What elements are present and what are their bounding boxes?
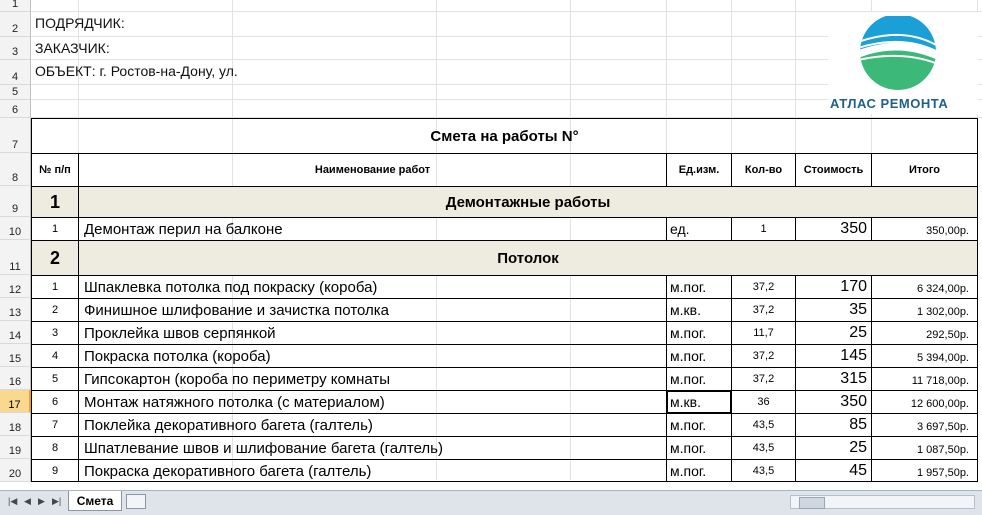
table-border [731,413,732,436]
quantity: 43,5 [752,419,775,431]
prev-sheet-icon[interactable]: ◀ [24,496,31,506]
column-header-price: Стоимость [803,164,864,176]
row-header[interactable]: 8 [0,153,31,186]
row-header[interactable]: 13 [0,298,31,321]
first-sheet-icon[interactable]: |◀ [8,496,18,506]
item-number: 5 [51,373,59,385]
table-border [871,153,872,186]
scrollbar-thumb[interactable] [799,497,825,509]
customer-label: ЗАКАЗЧИК: [35,40,110,56]
unit-price: 25 [849,324,867,341]
item-number: 1 [51,281,59,293]
table-border [666,413,667,436]
table-border [795,344,796,367]
unit-price: 350 [840,393,867,410]
unit-price: 85 [849,416,867,433]
company-logo [828,12,978,114]
line-total: 5 394,00р. [917,351,969,364]
unit: м.кв. [670,394,701,410]
table-border [795,367,796,390]
active-cell[interactable] [666,390,732,414]
unit: м.пог. [670,417,707,433]
table-border [31,390,978,391]
row-header[interactable]: 16 [0,367,31,390]
table-border [78,186,79,217]
unit: м.пог. [670,463,707,479]
table-border [666,298,667,321]
row-header[interactable]: 11 [0,240,31,275]
table-border [31,118,32,482]
table-border [666,436,667,459]
work-name: Покраска декоративного багета (галтель) [84,462,372,480]
table-border [731,459,732,482]
row-header[interactable]: 9 [0,186,31,217]
work-name: Гипсокартон (короба по периметру комнаты [84,370,391,388]
line-total: 350,00р. [926,224,969,237]
quantity: 37,2 [752,350,775,362]
column-header-total: Итого [908,164,941,176]
table-border [731,275,732,298]
line-total: 12 600,00р. [910,397,969,410]
horizontal-scrollbar[interactable] [790,495,975,509]
column-header-unit: Ед.изм. [678,164,720,176]
row-header[interactable]: 6 [0,100,31,118]
table-border [795,321,796,344]
table-border [871,367,872,390]
section-title: Потолок [497,249,559,267]
sheet-tab-bar [0,490,982,515]
table-border [795,413,796,436]
table-border [78,298,79,321]
table-border [31,217,978,218]
quantity: 36 [757,396,770,408]
table-border [31,153,978,154]
table-border [871,275,872,298]
section-number: 1 [49,191,60,212]
column-header-name: Наименование работ [314,164,431,176]
row-header[interactable]: 2 [0,12,31,37]
table-border [731,298,732,321]
table-border [731,153,732,186]
row-header[interactable]: 4 [0,60,31,85]
table-border [731,217,732,240]
unit: ед. [670,221,690,237]
table-border [666,217,667,240]
row-header[interactable]: 17 [0,390,31,413]
table-border [78,217,79,240]
unit-price: 145 [840,347,867,364]
quantity: 37,2 [752,373,775,385]
table-border [31,413,978,414]
table-border [666,321,667,344]
table-border [871,413,872,436]
row-header[interactable]: 20 [0,459,31,482]
insert-sheet-icon[interactable] [126,494,146,509]
table-border [78,390,79,413]
next-sheet-icon[interactable]: ▶ [38,496,45,506]
unit-price: 170 [840,278,867,295]
table-border [31,344,978,345]
table-border [31,186,978,187]
row-header[interactable]: 1 [0,0,31,12]
row-header[interactable]: 15 [0,344,31,367]
table-border [78,413,79,436]
table-border [977,118,978,482]
unit-price: 315 [840,370,867,387]
quantity: 43,5 [752,465,775,477]
table-border [795,298,796,321]
line-total: 11 718,00р. [911,374,969,387]
table-border [731,367,732,390]
table-border [78,367,79,390]
unit-price: 25 [849,439,867,456]
row-header[interactable]: 19 [0,436,31,459]
work-name: Поклейка декоративного багета (галтель) [84,416,373,434]
column-header-qty: Кол-во [744,164,783,176]
table-border [666,459,667,482]
logo-emblem-icon [828,12,978,92]
unit: м.пог. [670,279,707,295]
last-sheet-icon[interactable]: ▶| [52,496,62,506]
unit: м.пог. [670,348,707,364]
table-border [78,344,79,367]
work-name: Финишное шлифование и зачистка потолка [84,301,390,319]
column-header-num: № п/п [39,164,71,176]
table-border [31,240,978,241]
work-name: Демонтаж перил на балконе [84,220,283,238]
line-total: 1 302,00р. [917,305,969,318]
line-total: 6 324,00р. [917,282,969,295]
unit: м.пог. [670,325,707,341]
table-border [666,275,667,298]
table-border [731,436,732,459]
row-header[interactable]: 7 [0,118,31,153]
item-number: 7 [51,419,59,431]
table-border [871,436,872,459]
item-number: 4 [51,350,59,362]
unit-price: 35 [849,301,867,318]
work-name: Проклейка швов серпянкой [84,324,276,342]
table-border [871,344,872,367]
table-border [666,344,667,367]
table-border [31,459,978,460]
section-number: 2 [49,247,60,268]
table-border [795,217,796,240]
unit-price: 45 [849,462,867,479]
work-name: Шпатлевание швов и шлифование багета (галтель) [84,439,443,457]
table-border [31,298,978,299]
line-total: 1 957,50р. [917,466,969,479]
unit: м.кв. [670,302,701,318]
table-border [31,275,978,276]
row-header[interactable]: 12 [0,275,31,298]
table-border [871,390,872,413]
table-border [871,321,872,344]
table-border [871,217,872,240]
line-total: 3 697,50р. [917,420,969,433]
line-total: 292,50р. [926,328,969,341]
item-number: 9 [51,465,59,477]
table-border [78,436,79,459]
line-total: 1 087,50р. [917,443,969,456]
object-label: ОБЪЕКТ: г. Ростов-на-Дону, ул. [35,63,238,79]
row-header[interactable]: 10 [0,217,31,240]
table-border [731,344,732,367]
quantity: 11,7 [753,327,774,339]
table-border [31,321,978,322]
tab-smeta[interactable]: Смета [68,491,122,511]
item-number: 8 [51,442,59,454]
table-border [31,481,978,482]
row-header[interactable]: 14 [0,321,31,344]
table-border [795,436,796,459]
logo-text: АТЛАС РЕМОНТА [830,96,949,111]
unit-price: 350 [840,220,867,237]
section-title: Демонтажные работы [445,193,611,211]
table-border [78,321,79,344]
item-number: 1 [51,223,59,235]
work-name: Монтаж натяжного потолка (с материалом) [84,393,385,411]
item-number: 6 [51,396,59,408]
table-border [78,240,79,275]
table-border [666,367,667,390]
table-title: Смета на работы N° [430,127,579,145]
row-header[interactable]: 18 [0,413,31,436]
item-number: 2 [51,304,59,316]
row-header[interactable]: 5 [0,85,31,100]
contractor-label: ПОДРЯДЧИК: [35,15,125,31]
table-border [871,459,872,482]
quantity: 37,2 [752,304,775,316]
unit: м.пог. [670,371,707,387]
table-border [871,298,872,321]
quantity: 1 [760,223,767,235]
table-border [795,275,796,298]
table-border [795,459,796,482]
table-border [31,367,978,368]
table-border [78,459,79,482]
table-border [31,118,978,119]
work-name: Покраска потолка (короба) [84,347,271,365]
quantity: 43,5 [752,442,775,454]
table-border [78,275,79,298]
table-border [78,153,79,186]
table-border [31,436,978,437]
item-number: 3 [51,327,59,339]
table-border [795,390,796,413]
table-border [795,153,796,186]
table-border [731,321,732,344]
work-name: Шпаклевка потолка под покраску (короба) [84,278,378,296]
unit: м.пог. [670,440,707,456]
quantity: 37,2 [752,281,775,293]
row-header[interactable]: 3 [0,37,31,60]
table-border [666,153,667,186]
